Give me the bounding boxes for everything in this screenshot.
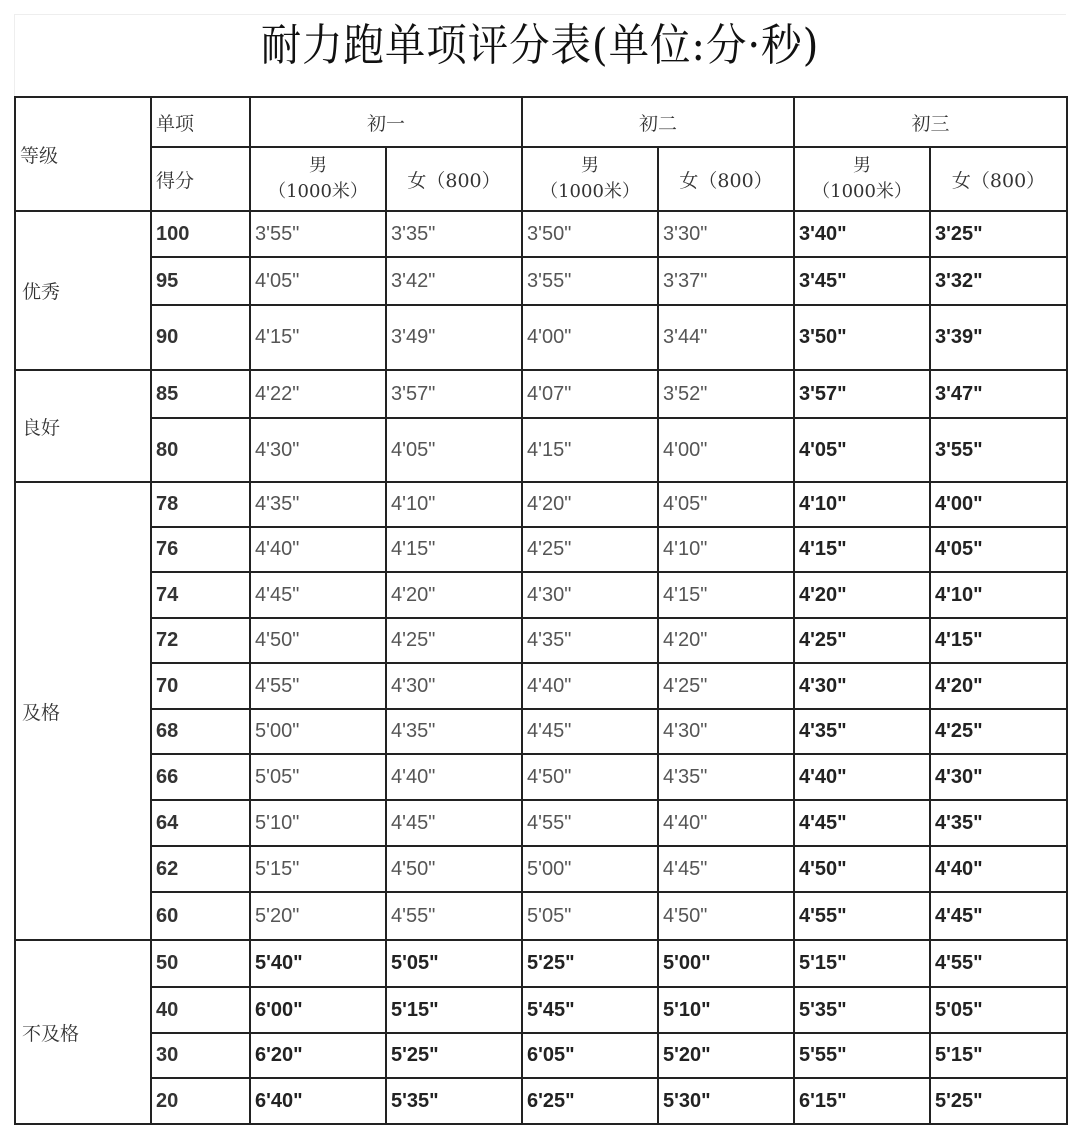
time-cell: 3'55" [522, 257, 658, 305]
time-cell: 4'00" [930, 482, 1067, 527]
time-cell: 4'30" [658, 709, 794, 754]
time-cell: 4'50" [250, 618, 386, 663]
time-cell: 5'35" [794, 987, 930, 1033]
time-cell: 3'32" [930, 257, 1067, 305]
time-cell: 4'22" [250, 370, 386, 418]
time-cell: 4'40" [386, 754, 522, 800]
time-cell: 3'30" [658, 211, 794, 257]
table-row [15, 1033, 1067, 1078]
time-cell: 4'35" [386, 709, 522, 754]
time-cell: 4'00" [658, 418, 794, 482]
score-cell: 85 [151, 370, 250, 418]
time-cell: 4'30" [522, 572, 658, 618]
grade-3-header: 初三 [794, 97, 1067, 147]
time-cell: 4'30" [794, 663, 930, 709]
female-column-header: 女（800） [930, 147, 1067, 211]
table-row [15, 618, 1067, 663]
score-table [14, 96, 1068, 1125]
male-column-header [250, 147, 386, 211]
time-cell: 3'57" [386, 370, 522, 418]
time-cell: 5'00" [522, 846, 658, 892]
male-distance: （1000米） [812, 181, 912, 202]
score-cell: 50 [151, 940, 250, 987]
time-cell: 5'15" [794, 940, 930, 987]
time-cell: 4'40" [930, 846, 1067, 892]
time-cell: 4'05" [930, 527, 1067, 572]
table-row [15, 987, 1067, 1033]
time-cell: 4'45" [658, 846, 794, 892]
time-cell: 5'45" [522, 987, 658, 1033]
table-row [15, 572, 1067, 618]
time-cell: 4'15" [930, 618, 1067, 663]
time-cell: 3'44" [658, 305, 794, 370]
time-cell: 4'35" [658, 754, 794, 800]
time-cell: 4'50" [794, 846, 930, 892]
time-cell: 5'15" [930, 1033, 1067, 1078]
time-cell: 3'25" [930, 211, 1067, 257]
time-cell: 4'10" [386, 482, 522, 527]
time-cell: 4'40" [658, 800, 794, 846]
score-cell: 90 [151, 305, 250, 370]
table-row [15, 800, 1067, 846]
time-cell: 4'40" [794, 754, 930, 800]
time-cell: 6'05" [522, 1033, 658, 1078]
grade-header: 等级 [15, 97, 151, 211]
time-cell: 4'55" [794, 892, 930, 940]
time-cell: 3'55" [930, 418, 1067, 482]
male-column-header [522, 147, 658, 211]
score-cell: 40 [151, 987, 250, 1033]
table-row [15, 892, 1067, 940]
time-cell: 3'45" [794, 257, 930, 305]
time-cell: 4'10" [794, 482, 930, 527]
time-cell: 5'15" [386, 987, 522, 1033]
time-cell: 5'05" [930, 987, 1067, 1033]
time-cell: 4'55" [522, 800, 658, 846]
score-cell: 20 [151, 1078, 250, 1124]
time-cell: 5'55" [794, 1033, 930, 1078]
score-cell: 76 [151, 527, 250, 572]
time-cell: 4'20" [522, 482, 658, 527]
table-row [15, 482, 1067, 527]
time-cell: 5'15" [250, 846, 386, 892]
time-cell: 4'05" [794, 418, 930, 482]
time-cell: 4'55" [250, 663, 386, 709]
time-cell: 4'30" [386, 663, 522, 709]
grade-level: 优秀 [15, 211, 151, 370]
grade-2-header: 初二 [522, 97, 794, 147]
score-header: 得分 [151, 147, 250, 211]
table-row [15, 1078, 1067, 1124]
time-cell: 5'25" [522, 940, 658, 987]
time-cell: 5'20" [658, 1033, 794, 1078]
time-cell: 4'30" [930, 754, 1067, 800]
table-row [15, 846, 1067, 892]
time-cell: 5'10" [250, 800, 386, 846]
table-row [15, 754, 1067, 800]
time-cell: 4'25" [658, 663, 794, 709]
time-cell: 3'42" [386, 257, 522, 305]
score-cell: 64 [151, 800, 250, 846]
male-label: 男 [581, 155, 600, 176]
time-cell: 4'00" [522, 305, 658, 370]
page-title: 耐力跑单项评分表(单位:分·秒) [260, 20, 820, 71]
table-row [15, 663, 1067, 709]
time-cell: 4'20" [794, 572, 930, 618]
score-cell: 74 [151, 572, 250, 618]
table-row [15, 527, 1067, 572]
female-column-header: 女（800） [658, 147, 794, 211]
table-row [15, 709, 1067, 754]
table-row [15, 257, 1067, 305]
time-cell: 6'25" [522, 1078, 658, 1124]
time-cell: 4'40" [522, 663, 658, 709]
time-cell: 4'50" [386, 846, 522, 892]
time-cell: 3'49" [386, 305, 522, 370]
time-cell: 3'39" [930, 305, 1067, 370]
time-cell: 5'40" [250, 940, 386, 987]
header-row-grades [15, 97, 1067, 147]
time-cell: 4'50" [658, 892, 794, 940]
time-cell: 4'45" [250, 572, 386, 618]
time-cell: 4'10" [930, 572, 1067, 618]
score-cell: 72 [151, 618, 250, 663]
time-cell: 5'00" [250, 709, 386, 754]
time-cell: 4'25" [522, 527, 658, 572]
table-row [15, 370, 1067, 418]
time-cell: 4'15" [522, 418, 658, 482]
male-column-header [794, 147, 930, 211]
grade-level: 良好 [15, 370, 151, 482]
time-cell: 4'55" [386, 892, 522, 940]
time-cell: 3'52" [658, 370, 794, 418]
time-cell: 4'20" [658, 618, 794, 663]
time-cell: 3'57" [794, 370, 930, 418]
table-row [15, 211, 1067, 257]
male-distance: （1000米） [268, 181, 368, 202]
time-cell: 4'25" [386, 618, 522, 663]
score-cell: 30 [151, 1033, 250, 1078]
score-cell: 60 [151, 892, 250, 940]
time-cell: 5'30" [658, 1078, 794, 1124]
time-cell: 3'37" [658, 257, 794, 305]
score-cell: 70 [151, 663, 250, 709]
score-cell: 68 [151, 709, 250, 754]
time-cell: 4'45" [522, 709, 658, 754]
score-cell: 78 [151, 482, 250, 527]
time-cell: 4'45" [386, 800, 522, 846]
time-cell: 3'47" [930, 370, 1067, 418]
time-cell: 5'05" [522, 892, 658, 940]
time-cell: 4'15" [794, 527, 930, 572]
time-cell: 4'35" [930, 800, 1067, 846]
grade-1-header: 初一 [250, 97, 522, 147]
time-cell: 5'25" [386, 1033, 522, 1078]
score-cell: 95 [151, 257, 250, 305]
table-row [15, 418, 1067, 482]
time-cell: 4'25" [930, 709, 1067, 754]
time-cell: 6'15" [794, 1078, 930, 1124]
male-distance: （1000米） [540, 181, 640, 202]
time-cell: 3'50" [522, 211, 658, 257]
time-cell: 6'00" [250, 987, 386, 1033]
time-cell: 4'35" [522, 618, 658, 663]
time-cell: 4'05" [386, 418, 522, 482]
time-cell: 6'40" [250, 1078, 386, 1124]
time-cell: 3'35" [386, 211, 522, 257]
time-cell: 4'40" [250, 527, 386, 572]
time-cell: 4'15" [386, 527, 522, 572]
time-cell: 3'50" [794, 305, 930, 370]
header-row-genders [15, 147, 1067, 211]
time-cell: 5'00" [658, 940, 794, 987]
item-header: 单项 [151, 97, 250, 147]
time-cell: 4'10" [658, 527, 794, 572]
time-cell: 4'20" [386, 572, 522, 618]
time-cell: 5'35" [386, 1078, 522, 1124]
time-cell: 4'30" [250, 418, 386, 482]
male-label: 男 [309, 155, 327, 176]
table-row [15, 305, 1067, 370]
grade-level: 不及格 [15, 940, 151, 1124]
time-cell: 3'40" [794, 211, 930, 257]
time-cell: 4'07" [522, 370, 658, 418]
time-cell: 4'20" [930, 663, 1067, 709]
score-cell: 62 [151, 846, 250, 892]
time-cell: 3'55" [250, 211, 386, 257]
time-cell: 4'05" [658, 482, 794, 527]
time-cell: 5'10" [658, 987, 794, 1033]
female-column-header: 女（800） [386, 147, 522, 211]
time-cell: 4'15" [658, 572, 794, 618]
time-cell: 4'35" [250, 482, 386, 527]
male-label: 男 [853, 155, 872, 176]
table-row [15, 940, 1067, 987]
time-cell: 4'55" [930, 940, 1067, 987]
time-cell: 5'20" [250, 892, 386, 940]
time-cell: 4'05" [250, 257, 386, 305]
time-cell: 4'50" [522, 754, 658, 800]
time-cell: 5'05" [386, 940, 522, 987]
grade-level: 及格 [15, 482, 151, 940]
time-cell: 4'45" [930, 892, 1067, 940]
time-cell: 6'20" [250, 1033, 386, 1078]
time-cell: 4'35" [794, 709, 930, 754]
time-cell: 4'25" [794, 618, 930, 663]
score-cell: 100 [151, 211, 250, 257]
time-cell: 4'45" [794, 800, 930, 846]
time-cell: 5'05" [250, 754, 386, 800]
score-cell: 80 [151, 418, 250, 482]
score-cell: 66 [151, 754, 250, 800]
time-cell: 5'25" [930, 1078, 1067, 1124]
time-cell: 4'15" [250, 305, 386, 370]
